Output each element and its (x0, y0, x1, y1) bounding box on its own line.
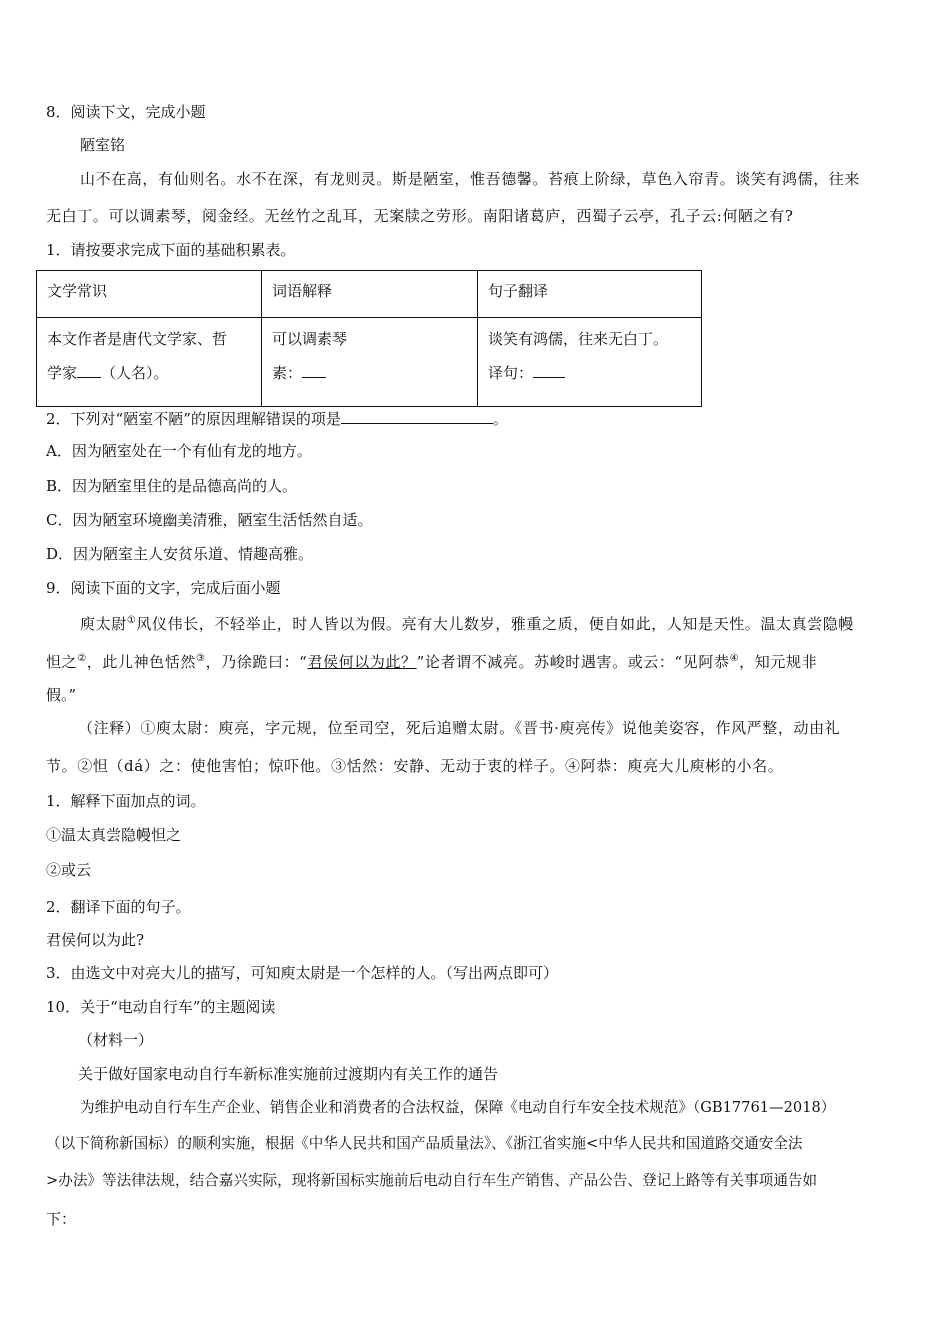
word-line2 (272, 356, 467, 390)
note-mark-4: ④ (729, 653, 740, 664)
author-blank[interactable] (77, 361, 101, 378)
literature-line2-a: 学家 (47, 364, 78, 382)
q9-p2-d: ”论者谓不减亮。苏峻时遇害。或云：“见阿恭 (416, 653, 730, 671)
table-cell-translation (478, 318, 702, 407)
word-blank[interactable] (302, 361, 326, 378)
q10-notice-line2: （以下简称新国标）的顺利实施，根据《中华人民共和国产品质量法》、《浙江省实施<中华人民共和国道路交通安全法 (46, 1135, 803, 1152)
q10-heading: 10．关于“电动自行车”的主题阅读 (46, 998, 276, 1016)
literature-line2 (47, 356, 251, 390)
q9-p2-a: 怛之 (46, 653, 78, 671)
translation-line1: 谈笑有鸿儒，往来无白丁。 (488, 330, 669, 348)
q10-material-label: （材料一） (78, 1031, 154, 1049)
q9-item1: ①温太真尝隐幔怛之 (46, 826, 182, 844)
q9-p2-e: ，知元规非 (739, 653, 818, 671)
answer-blank[interactable] (341, 407, 493, 424)
q9-sentence: 君侯何以为此? (46, 931, 145, 949)
note-mark-2: ② (77, 653, 87, 664)
q9-sub2: 2．翻译下面的句子。 (46, 898, 191, 916)
q10-notice-line1: 为维护电动自行车生产企业、销售企业和消费者的合法权益，保障《电动自行车安全技术规范》（GB17761—2018） (80, 1099, 836, 1116)
q9-note-line2: 节。②怛（dá）之：使他害怕；惊吓他。③恬然：安静、无动于衷的样子。④阿恭：庾亮大儿庾彬的小名。 (46, 757, 784, 775)
q8-option-d: D．因为陋室主人安贫乐道、情趣高雅。 (46, 545, 314, 563)
accumulation-table (36, 270, 702, 407)
q8-option-c: C．因为陋室环境幽美清雅，陋室生活恬然自适。 (46, 511, 373, 529)
q9-passage-line2 (46, 648, 817, 673)
q8-sub2 (46, 407, 508, 430)
q9-note-line1: （注释）①庾太尉：庾亮，字元规，位至司空，死后追赠太尉。《晋书·庾亮传》说他美姿容，作风严整，动由礼 (78, 719, 841, 737)
q8-sub1: 1．请按要求完成下面的基础积累表。 (46, 241, 296, 259)
q9-sub3: 3．由选文中对亮大儿的描写，可知庾太尉是一个怎样的人。（写出两点即可） (46, 964, 559, 982)
q9-p1-a: 庾太尉 (80, 615, 127, 633)
translation-label: 译句： (488, 364, 534, 382)
q8-option-b: B．因为陋室里住的是品德高尚的人。 (46, 477, 298, 495)
underlined-sentence: 君侯何以为此？ (307, 653, 417, 671)
q10-notice-line3: >办法》等法律法规，结合嘉兴实际，现将新国标实施前后电动自行车生产销售、产品公告、登记上路等有关事项通告如 (46, 1172, 818, 1189)
q8-sub2-text: 2．下列对“陋室不陋”的原因理解错误的项是 (46, 410, 341, 428)
q8-passage-line1: 山不在高，有仙则名。水不在深，有龙则灵。斯是陋室，惟吾德馨。苔痕上阶绿，草色入帘青。谈笑有鸿儒，往来 (80, 170, 861, 188)
table-header-word: 词语解释 (262, 271, 478, 318)
q9-passage-line1 (80, 610, 854, 635)
note-mark-1: ① (126, 615, 137, 626)
q8-passage-title: 陋室铭 (80, 136, 126, 154)
q8-heading: 8．阅读下文，完成小题 (46, 103, 206, 121)
word-line1: 可以调素琴 (272, 330, 348, 348)
translation-line2 (488, 356, 691, 390)
q8-passage-line2: 无白丁。可以调素琴，阅金经。无丝竹之乱耳，无案牍之劳形。南阳诸葛庐，西蜀子云亭，孔子云:何陋之有? (46, 207, 794, 225)
translation-blank[interactable] (533, 361, 565, 378)
q9-heading: 9．阅读下面的文字，完成后面小题 (46, 579, 281, 597)
q9-p1-b: 风仪伟长，不轻举止，时人皆以为假。亮有大儿数岁，雅重之质，便自如此，人知是天性。温太真尝隐幔 (136, 615, 854, 633)
q10-notice-title: 关于做好国家电动自行车新标准实施前过渡期内有关工作的通告 (78, 1065, 499, 1083)
table-header-literature: 文学常识 (37, 271, 262, 318)
q9-item2: ②或云 (46, 861, 92, 879)
q9-sub1: 1．解释下面加点的词。 (46, 792, 206, 810)
literature-line2-b: （人名）。 (101, 364, 169, 382)
literature-line1: 本文作者是唐代文学家、哲 (47, 330, 228, 348)
q9-passage-line3: 假。” (46, 686, 77, 704)
table-cell-word (262, 318, 478, 407)
table-cell-literature (37, 318, 262, 407)
note-mark-3: ③ (195, 653, 206, 664)
word-label: 素： (272, 364, 303, 382)
q10-notice-line4: 下： (46, 1210, 77, 1228)
q8-sub2-end: 。 (492, 410, 508, 428)
q8-option-a: A．因为陋室处在一个有仙有龙的地方。 (46, 442, 312, 460)
q9-p2-c: ，乃徐跪曰：“ (205, 653, 308, 671)
table-header-translation: 句子翻译 (478, 271, 702, 318)
q9-p2-b: ，此儿神色恬然 (86, 653, 196, 671)
